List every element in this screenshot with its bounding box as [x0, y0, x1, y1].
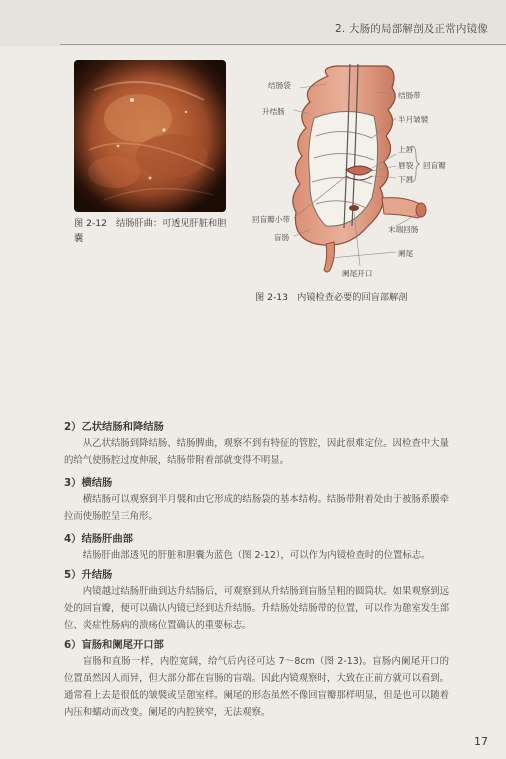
label-appendix-orifice: 阑尾开口 [342, 269, 373, 278]
label-ileocecal-valve: 回盲瓣 [423, 161, 446, 170]
paragraph: 从乙状结肠到降结肠、结肠脾曲，观察不到有特征的管腔，因此很难定位。因检查中大量的给气使肠腔过度伸展，结肠带附着部就变得不明显。 [64, 438, 449, 466]
label-haustra: 结肠袋 [268, 81, 291, 90]
section-title: 6）盲肠和阑尾开口部 [64, 639, 164, 651]
section-body [64, 547, 449, 564]
section-title: 4）结肠肝曲部 [64, 533, 133, 545]
label-taenia: 结肠带 [398, 91, 421, 100]
section-body [64, 583, 449, 634]
paragraph: 盲肠和直肠一样，内腔宽阔，给气后内径可达 7～8cm（图 2-13)。盲肠内阑尾开口的位置虽然因人而异，但大部分都在盲肠的盲端。因此内镜观察时，大致在正前方就可以看到。通常看上去是很低的皱襞或呈憩室样。阑尾的形态虽然不像回盲瓣那样明显，但是也可以随着内压和蠕动而改变。阑尾的内腔狭窄，无法观察。 [64, 656, 449, 718]
label-cecum: 盲肠 [274, 233, 290, 242]
page-number: 17 [474, 735, 488, 748]
label-semilunar-fold: 半月皱襞 [398, 115, 429, 124]
label-upper-lip: 上唇 [398, 145, 414, 154]
chapter-header: 2. 大肠的局部解剖及正常内镜像 [334, 23, 488, 35]
label-appendix: 阑尾 [398, 249, 414, 258]
figure-2-13-caption: 图 2-13 内镜检查必要的回盲部解剖 [255, 292, 408, 303]
label-terminal-ileum: 末端回肠 [388, 225, 419, 234]
figure-2-12-caption: 图 2-12 结肠肝曲：可透见肝脏和胆囊 [74, 218, 227, 244]
section-body [64, 435, 449, 469]
label-ascending-colon: 升结肠 [262, 107, 285, 116]
section-title: 3）横结肠 [64, 477, 113, 489]
section-body [64, 491, 449, 525]
ileocecal-diagram [248, 58, 480, 284]
label-lower-lip: 下唇 [398, 175, 414, 184]
endoscopy-photo [74, 60, 226, 212]
paragraph: 内镜越过结肠肝曲到达升结肠后，可观察到从升结肠到盲肠呈粗的圆筒状。如果观察到远处的回盲瓣，便可以确认内镜已经到达升结肠。升结肠处结肠带的位置，可以作为憩室发生部位、炎症性肠病的溃疡位置确认的重要标志。 [64, 586, 449, 631]
section-body [64, 653, 449, 721]
paragraph: 横结肠可以观察到半月襞和由它形成的结肠袋的基本结构。结肠带附着处由于被肠系膜牵拉而使肠腔呈三角形。 [64, 494, 449, 522]
section-title: 2）乙状结肠和降结肠 [64, 421, 164, 433]
label-ileocecal-frenulum: 回盲瓣小带 [252, 215, 290, 224]
paragraph: 结肠肝曲部透见的肝脏和胆囊为蓝色（图 2-12），可以作为内镜检查时的位置标志。 [82, 550, 431, 561]
header-divider [60, 44, 506, 45]
label-frenulum: 唇裂 [398, 161, 414, 170]
section-title: 5）升结肠 [64, 569, 113, 581]
